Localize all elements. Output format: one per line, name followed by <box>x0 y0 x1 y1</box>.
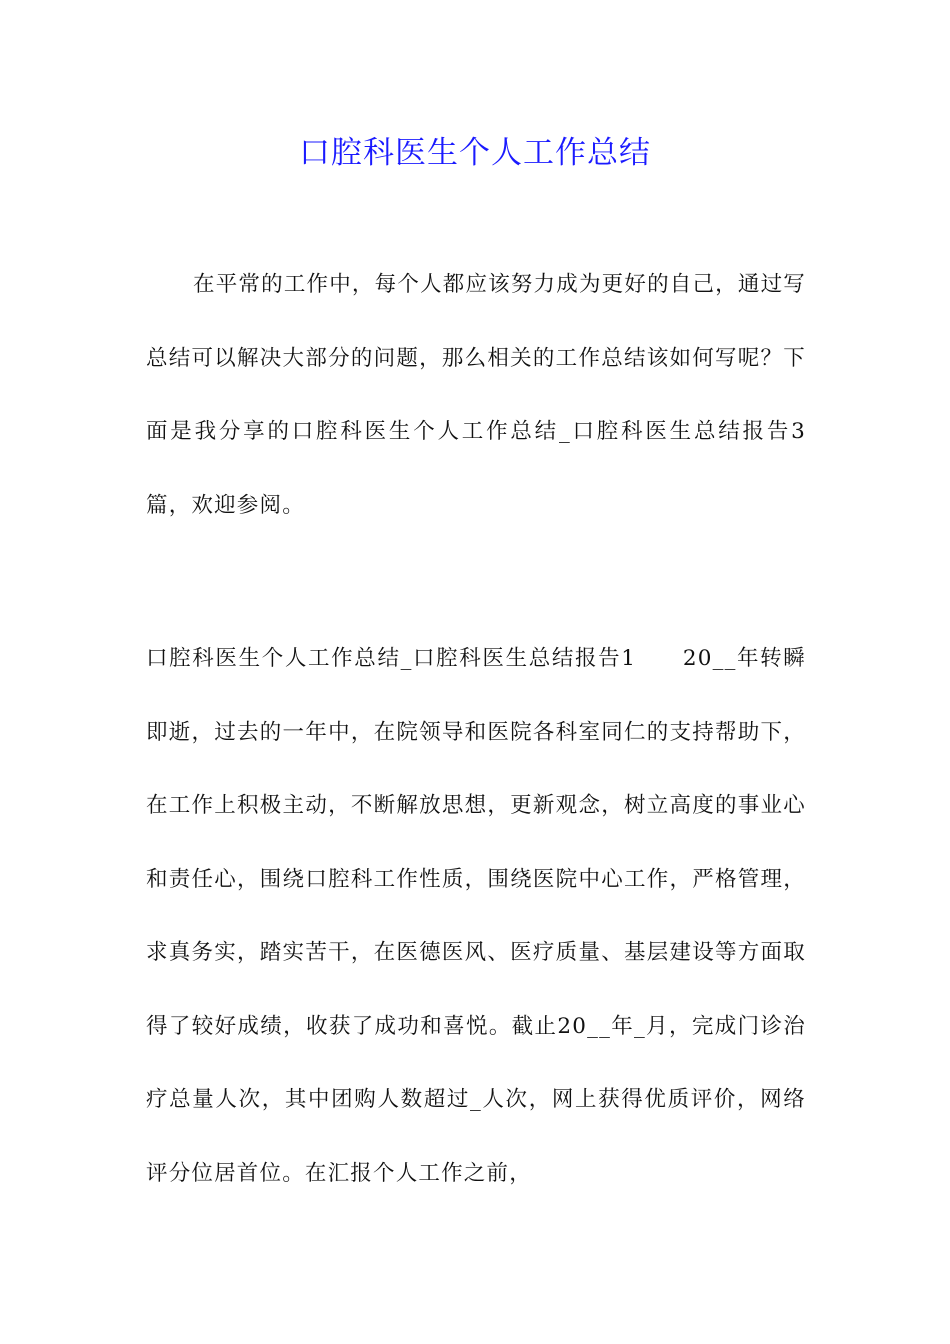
intro-paragraph: 在平常的工作中，每个人都应该努力成为更好的自己，通过写总结可以解决大部分的问题，那么相关的工作总结该如何写呢？下面是我分享的口腔科医生个人工作总结_口腔科医生总结报告3篇，欢迎参阅。 <box>146 272 806 518</box>
document-title: 口腔科医生个人工作总结 <box>299 135 651 171</box>
section-1-paragraph: 口腔科医生个人工作总结_口腔科医生总结报告1 20__年转瞬即逝，过去的一年中，在院领导和医院各科室同仁的支持帮助下，在工作上积极主动，不断解放思想，更新观念，树立高度的事业心和责任心，围绕口腔科工作性质，围绕医院中心工作，严格管理，求真务实，踏实苦干，在医德医风、医疗质量、基层建设等方面取得了较好成绩，收获了成功和喜悦。截止20__年_月，完成门诊治疗总量人次，其中团购人数超过_人次，网上获得优质评价，网络评分位居首位。在汇报个人工作之前， <box>146 646 806 1186</box>
